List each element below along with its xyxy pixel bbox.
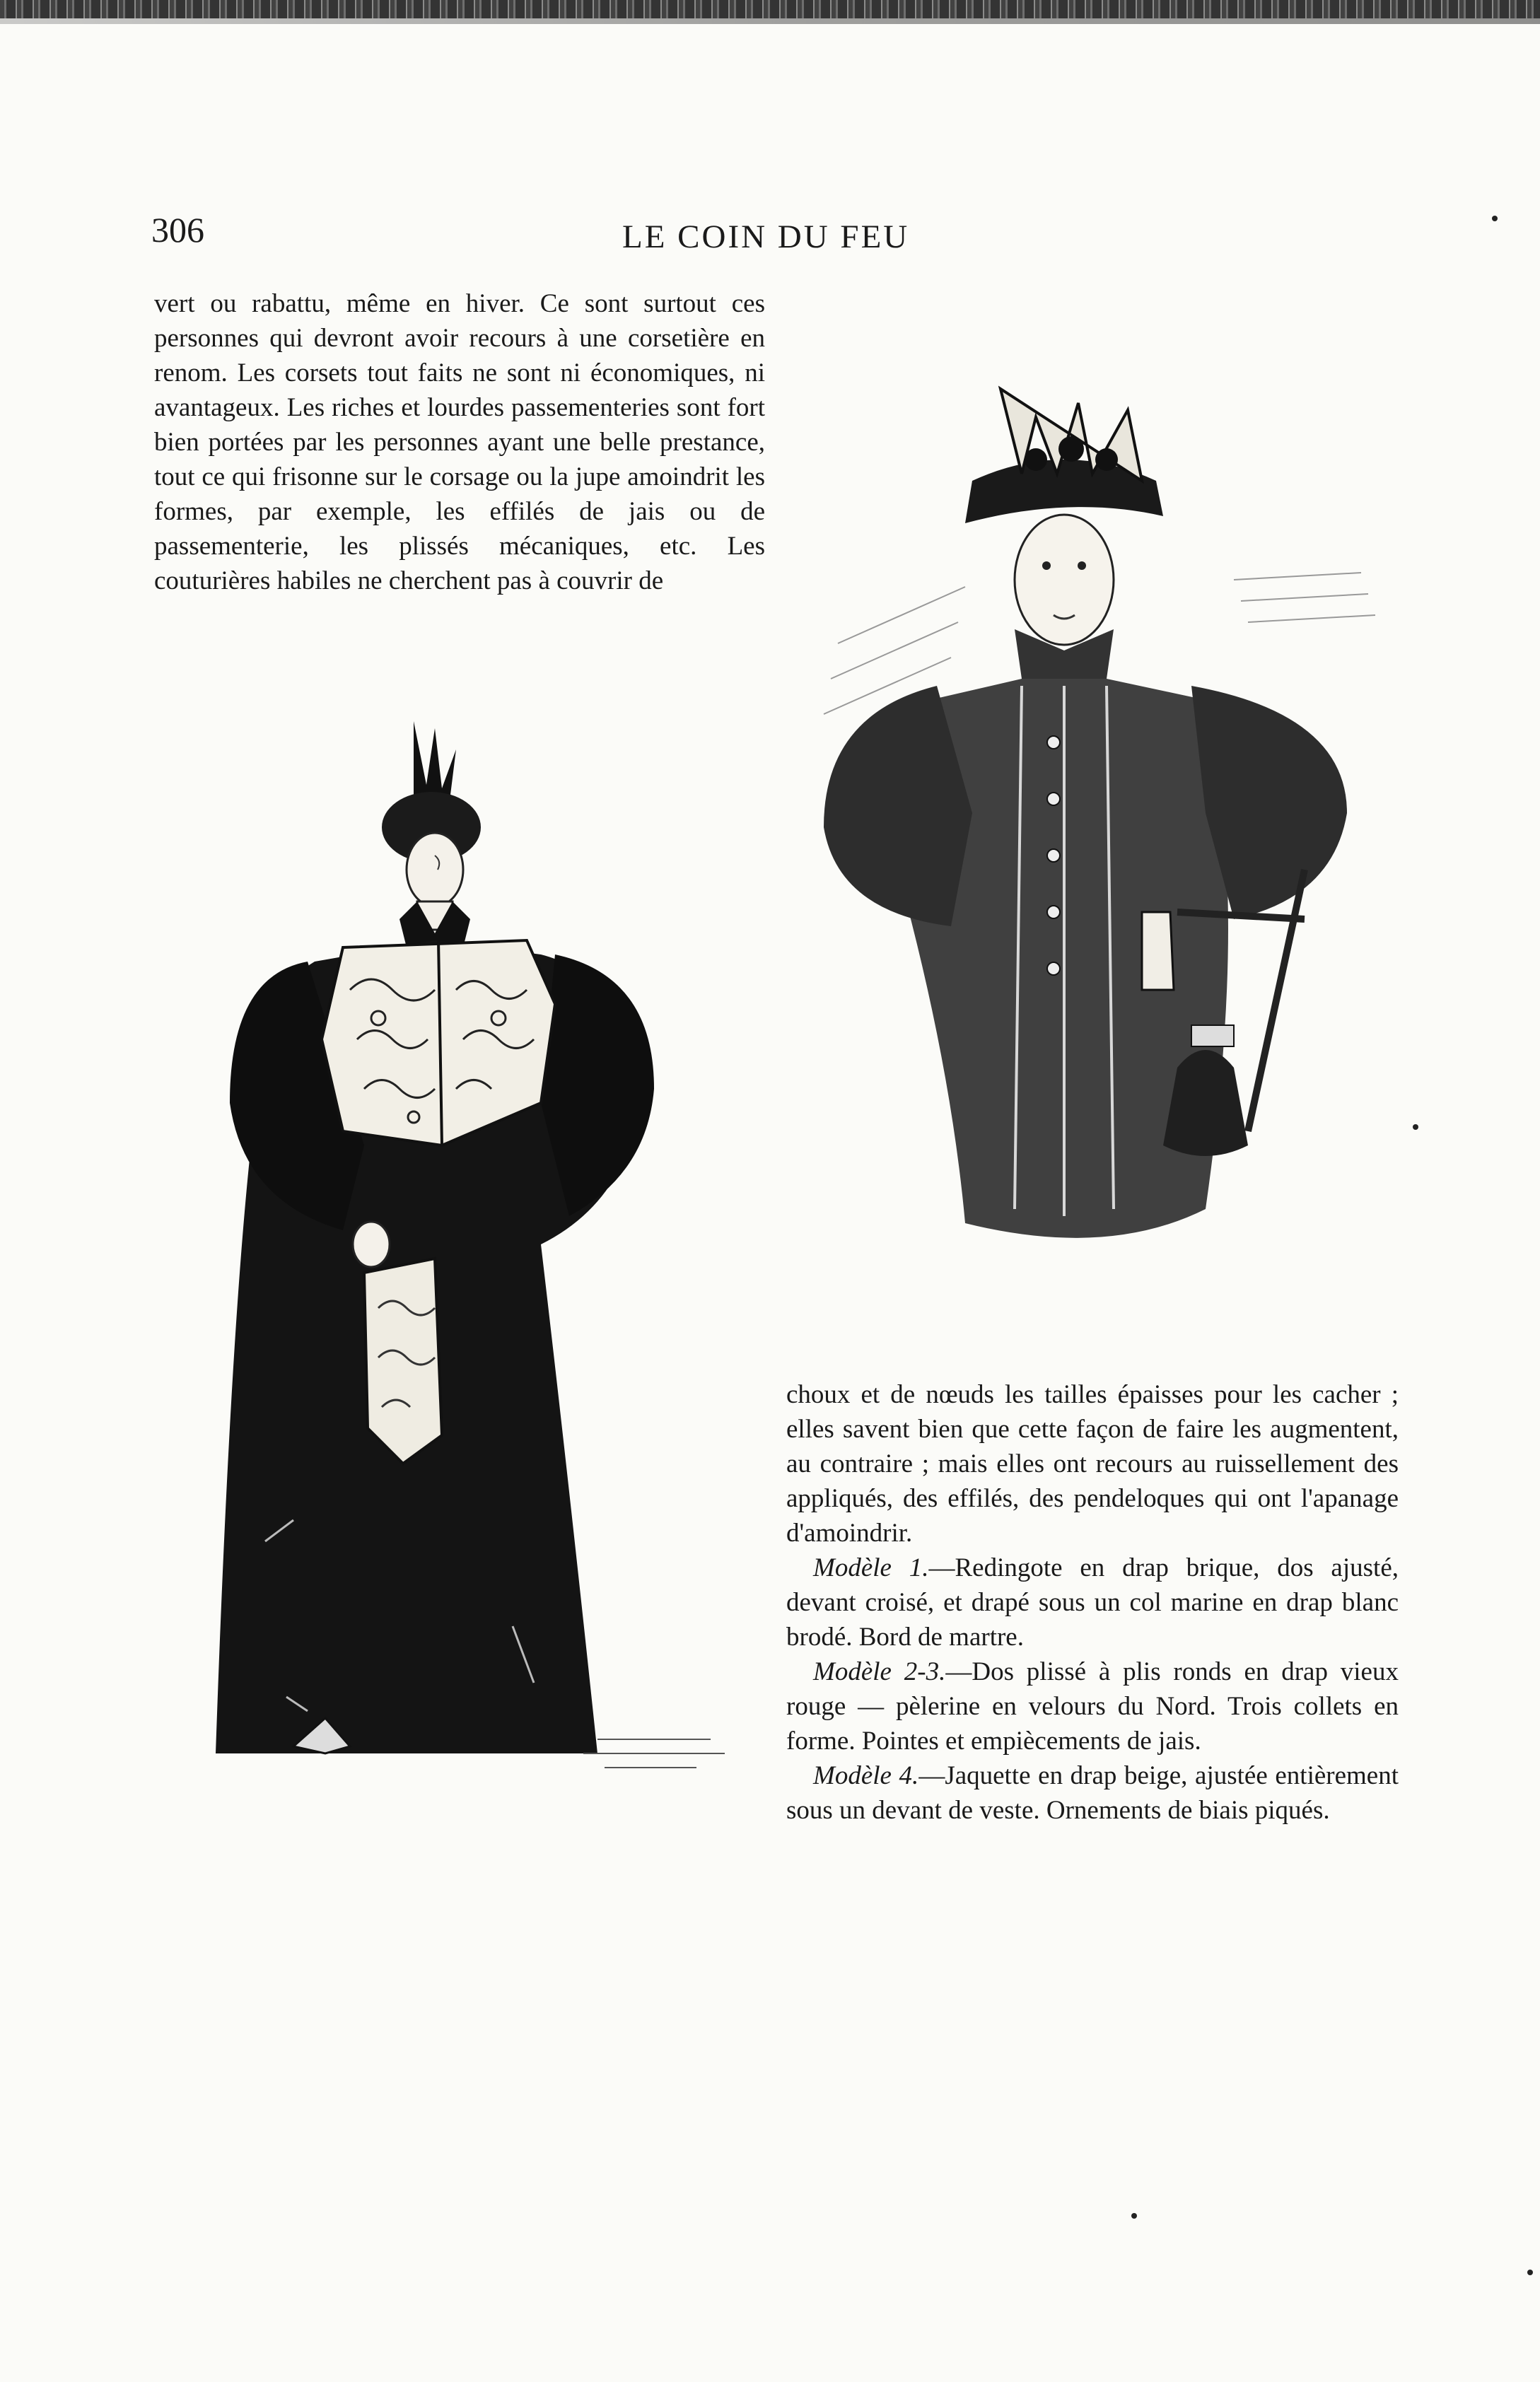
fashion-illustration-jacket <box>810 375 1382 1251</box>
continuation-paragraph: choux et de nœuds les tailles épaisses pour les cacher ; elles savent bien que cette façon de faire les augmentent, au contraire ; mais elles ont recours au ruissellement des appliqués, des effilés, des pendeloques qui ont l'apanage d'amoindrir. <box>786 1380 1399 1548</box>
model-1-label: Modèle 1. <box>813 1553 929 1582</box>
scan-speck <box>1131 2213 1137 2219</box>
page-top-edge <box>0 0 1540 18</box>
left-column-text <box>154 286 765 598</box>
scan-speck <box>1413 1124 1418 1130</box>
page-number: 306 <box>151 210 204 250</box>
scan-speck <box>1527 2270 1533 2275</box>
scan-speck <box>1492 216 1498 221</box>
model-2-3-label: Modèle 2-3. <box>813 1657 946 1686</box>
running-head: LE COIN DU FEU <box>622 218 910 255</box>
model-4-label: Modèle 4. <box>813 1761 919 1790</box>
right-column-text <box>786 1377 1399 1828</box>
model-1-text: —Redingote en drap brique, dos ajusté, devant croisé, et drapé sous un col marine en drap blanc brodé. Bord de martre. <box>786 1553 1399 1652</box>
model-2-3-text: —Dos plissé à plis ronds en drap vieux rouge — pèlerine en velours du Nord. Trois collets en forme. Pointes et empiècements de jais. <box>786 1657 1399 1756</box>
model-2-3-caption <box>786 1654 1399 1758</box>
model-4-caption <box>786 1758 1399 1828</box>
fashion-illustration-coat <box>202 707 753 1824</box>
page-top-edge-shadow <box>0 18 1540 24</box>
model-4-text: —Jaquette en drap beige, ajustée entièrement sous un devant de veste. Ornements de biais piqués. <box>786 1761 1399 1825</box>
left-paragraph: vert ou rabattu, même en hiver. Ce sont surtout ces personnes qui devront avoir recours à une corsetière en renom. Les corsets tout faits ne sont ni économiques, ni avantageux. Les riches et lourdes passementeries sont fort bien portées par les personnes ayant une belle prestance, tout ce qui frisonne sur le corsage ou la jupe amoindrit les formes, par exemple, les effilés de jais ou de passementerie, les plissés mécaniques, etc. Les couturières habiles ne cherchent pas à couvrir de <box>154 289 765 595</box>
model-1-caption <box>786 1551 1399 1654</box>
